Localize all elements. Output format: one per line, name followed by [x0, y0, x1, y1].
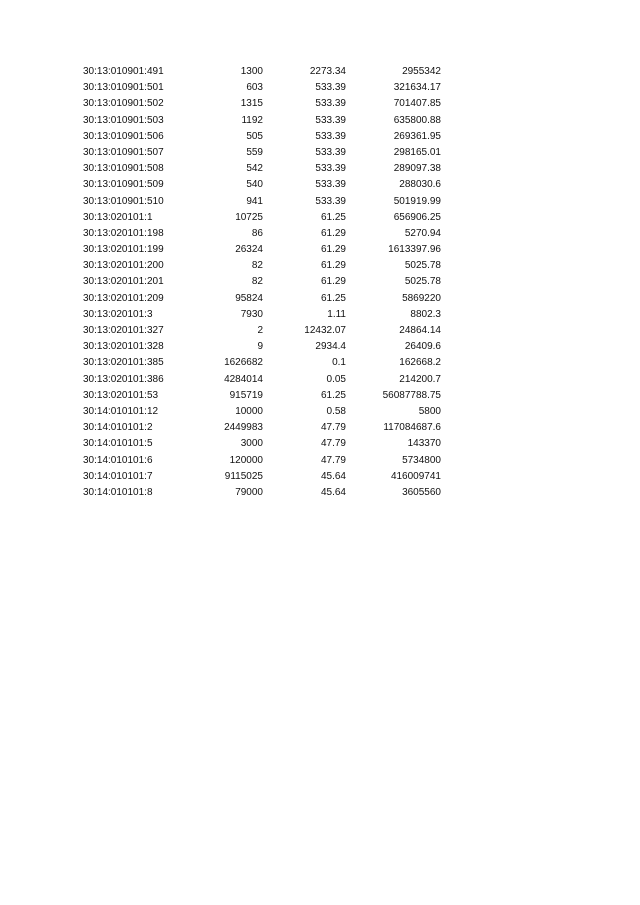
table-row — [83, 372, 443, 388]
table-row — [83, 436, 443, 452]
table-row — [83, 323, 443, 339]
total-value-cell: 501919.99 — [393, 195, 441, 207]
total-value-cell: 269361.95 — [393, 130, 441, 142]
rate-cell: 61.25 — [320, 389, 346, 401]
area-cell: 1300 — [240, 66, 263, 77]
total-value-cell: 5025.78 — [404, 260, 441, 272]
cadastral-number-cell: 30:13:020101:53 — [83, 389, 159, 401]
total-value-cell: 24864.14 — [399, 325, 441, 336]
rate-cell: 0.1 — [332, 357, 346, 369]
table-row — [83, 226, 443, 242]
area-cell: 559 — [246, 146, 263, 158]
total-value-cell: 416009741 — [390, 470, 441, 482]
cadastral-number-cell: 30:13:020101:328 — [83, 341, 164, 353]
cadastral-number-cell: 30:13:010901:509 — [83, 179, 164, 191]
cadastral-number-cell: 30:13:020101:327 — [83, 325, 164, 336]
cadastral-number-cell: 30:13:020101:1 — [83, 211, 153, 223]
rate-cell: 0.05 — [326, 373, 346, 385]
total-value-cell: 5800 — [418, 405, 441, 417]
area-cell: 9 — [257, 341, 263, 353]
table-row — [83, 129, 443, 145]
cadastral-number-cell: 30:14:010101:12 — [83, 405, 159, 417]
rate-cell: 61.29 — [320, 260, 346, 272]
area-cell: 79000 — [235, 486, 263, 498]
area-cell: 2449983 — [224, 422, 263, 434]
total-value-cell: 701407.85 — [393, 98, 441, 110]
cadastral-number-cell: 30:14:010101:5 — [83, 438, 153, 450]
total-value-cell: 5734800 — [402, 454, 441, 466]
area-cell: 10000 — [235, 405, 263, 417]
cadastral-number-cell: 30:14:010101:7 — [83, 470, 153, 482]
table-row — [83, 64, 443, 80]
total-value-cell: 289097.38 — [393, 163, 441, 175]
table-row — [83, 485, 443, 501]
area-cell: 95824 — [235, 292, 263, 304]
table-row — [83, 355, 443, 371]
area-cell: 505 — [246, 130, 263, 142]
cadastral-number-cell: 30:13:010901:503 — [83, 114, 164, 126]
table-row — [83, 291, 443, 307]
area-cell: 915719 — [229, 389, 263, 401]
table-row — [83, 242, 443, 258]
table-row — [83, 177, 443, 193]
table-row — [83, 388, 443, 404]
cadastral-number-cell: 30:13:020101:3 — [83, 308, 153, 320]
rate-cell: 533.39 — [315, 114, 346, 126]
table-row — [83, 469, 443, 485]
total-value-cell: 143370 — [407, 438, 441, 450]
total-value-cell: 298165.01 — [393, 146, 441, 158]
area-cell: 1626682 — [224, 357, 263, 369]
cadastral-number-cell: 30:13:010901:501 — [83, 82, 164, 94]
rate-cell: 61.29 — [320, 227, 346, 239]
rate-cell: 61.29 — [320, 276, 346, 288]
rate-cell: 47.79 — [320, 438, 346, 450]
rate-cell: 533.39 — [315, 146, 346, 158]
area-cell: 9115025 — [224, 470, 263, 482]
total-value-cell: 5025.78 — [404, 276, 441, 288]
area-cell: 10725 — [235, 211, 263, 223]
cadastral-number-cell: 30:13:020101:385 — [83, 357, 164, 369]
cadastral-number-cell: 30:13:010901:502 — [83, 98, 164, 110]
total-value-cell: 288030.6 — [399, 179, 441, 191]
area-cell: 603 — [246, 82, 263, 94]
rate-cell: 61.25 — [320, 211, 346, 223]
area-cell: 1192 — [241, 114, 263, 126]
area-cell: 82 — [251, 260, 263, 272]
rate-cell: 533.39 — [315, 195, 346, 207]
rate-cell: 2934.4 — [315, 341, 346, 353]
area-cell: 2 — [257, 325, 263, 336]
table-row — [83, 210, 443, 226]
rate-cell: 45.64 — [320, 470, 346, 482]
table-row — [83, 194, 443, 210]
area-cell: 4284014 — [224, 373, 263, 385]
table-row — [83, 453, 443, 469]
table-row — [83, 161, 443, 177]
area-cell: 1315 — [240, 98, 263, 110]
rate-cell: 45.64 — [320, 486, 346, 498]
rate-cell: 61.29 — [320, 244, 346, 256]
total-value-cell: 8802.3 — [410, 308, 441, 320]
cadastral-number-cell: 30:13:020101:201 — [83, 276, 164, 288]
total-value-cell: 1613397.96 — [388, 244, 441, 256]
rate-cell: 47.79 — [320, 454, 346, 466]
area-cell: 82 — [251, 276, 263, 288]
table-row — [83, 113, 443, 129]
total-value-cell: 56087788.75 — [382, 389, 441, 401]
rate-cell: 2273.34 — [309, 66, 346, 77]
cadastral-number-cell: 30:13:020101:386 — [83, 373, 164, 385]
total-value-cell: 656906.25 — [393, 211, 441, 223]
total-value-cell: 2955342 — [402, 66, 441, 77]
table-row — [83, 145, 443, 161]
total-value-cell: 214200.7 — [399, 373, 441, 385]
total-value-cell: 162668.2 — [399, 357, 441, 369]
cadastral-number-cell: 30:14:010101:8 — [83, 486, 153, 498]
cadastral-number-cell: 30:13:010901:508 — [83, 163, 164, 175]
total-value-cell: 3605560 — [402, 486, 441, 498]
cadastral-number-cell: 30:13:020101:199 — [83, 244, 164, 256]
rate-cell: 533.39 — [315, 163, 346, 175]
total-value-cell: 321634.17 — [393, 82, 441, 94]
table-row — [83, 420, 443, 436]
table-row — [83, 96, 443, 112]
total-value-cell: 5869220 — [402, 292, 441, 304]
cadastral-number-cell: 30:13:010901:510 — [83, 195, 164, 207]
cadastral-number-cell: 30:13:010901:507 — [83, 146, 164, 158]
cadastral-number-cell: 30:13:020101:209 — [83, 292, 164, 304]
area-cell: 26324 — [235, 244, 263, 256]
cadastral-number-cell: 30:13:010901:506 — [83, 130, 164, 142]
table-row — [83, 258, 443, 274]
rate-cell: 533.39 — [315, 130, 346, 142]
area-cell: 941 — [246, 195, 263, 207]
rate-cell: 47.79 — [320, 422, 346, 434]
total-value-cell: 117084687.6 — [383, 422, 441, 434]
cadastral-number-cell: 30:13:020101:198 — [83, 227, 164, 239]
cadastral-number-cell: 30:14:010101:2 — [83, 422, 153, 434]
cadastral-number-cell: 30:14:010101:6 — [83, 454, 153, 466]
rate-cell: 12432.07 — [304, 325, 346, 336]
cadastral-number-cell: 30:13:010901:491 — [83, 66, 164, 77]
area-cell: 120000 — [229, 454, 263, 466]
total-value-cell: 5270.94 — [404, 227, 441, 239]
rate-cell: 533.39 — [315, 98, 346, 110]
data-table — [83, 64, 443, 501]
rate-cell: 0.58 — [326, 405, 346, 417]
table-row — [83, 404, 443, 420]
area-cell: 7930 — [240, 308, 263, 320]
total-value-cell: 26409.6 — [404, 341, 441, 353]
area-cell: 540 — [246, 179, 263, 191]
area-cell: 3000 — [240, 438, 263, 450]
total-value-cell: 635800.88 — [393, 114, 441, 126]
table-row — [83, 307, 443, 323]
area-cell: 86 — [251, 227, 263, 239]
table-row — [83, 80, 443, 96]
rate-cell: 533.39 — [315, 82, 346, 94]
rate-cell: 1.11 — [327, 308, 346, 320]
area-cell: 542 — [246, 163, 263, 175]
table-row — [83, 339, 443, 355]
rate-cell: 61.25 — [320, 292, 346, 304]
rate-cell: 533.39 — [315, 179, 346, 191]
cadastral-number-cell: 30:13:020101:200 — [83, 260, 164, 272]
table-row — [83, 274, 443, 290]
